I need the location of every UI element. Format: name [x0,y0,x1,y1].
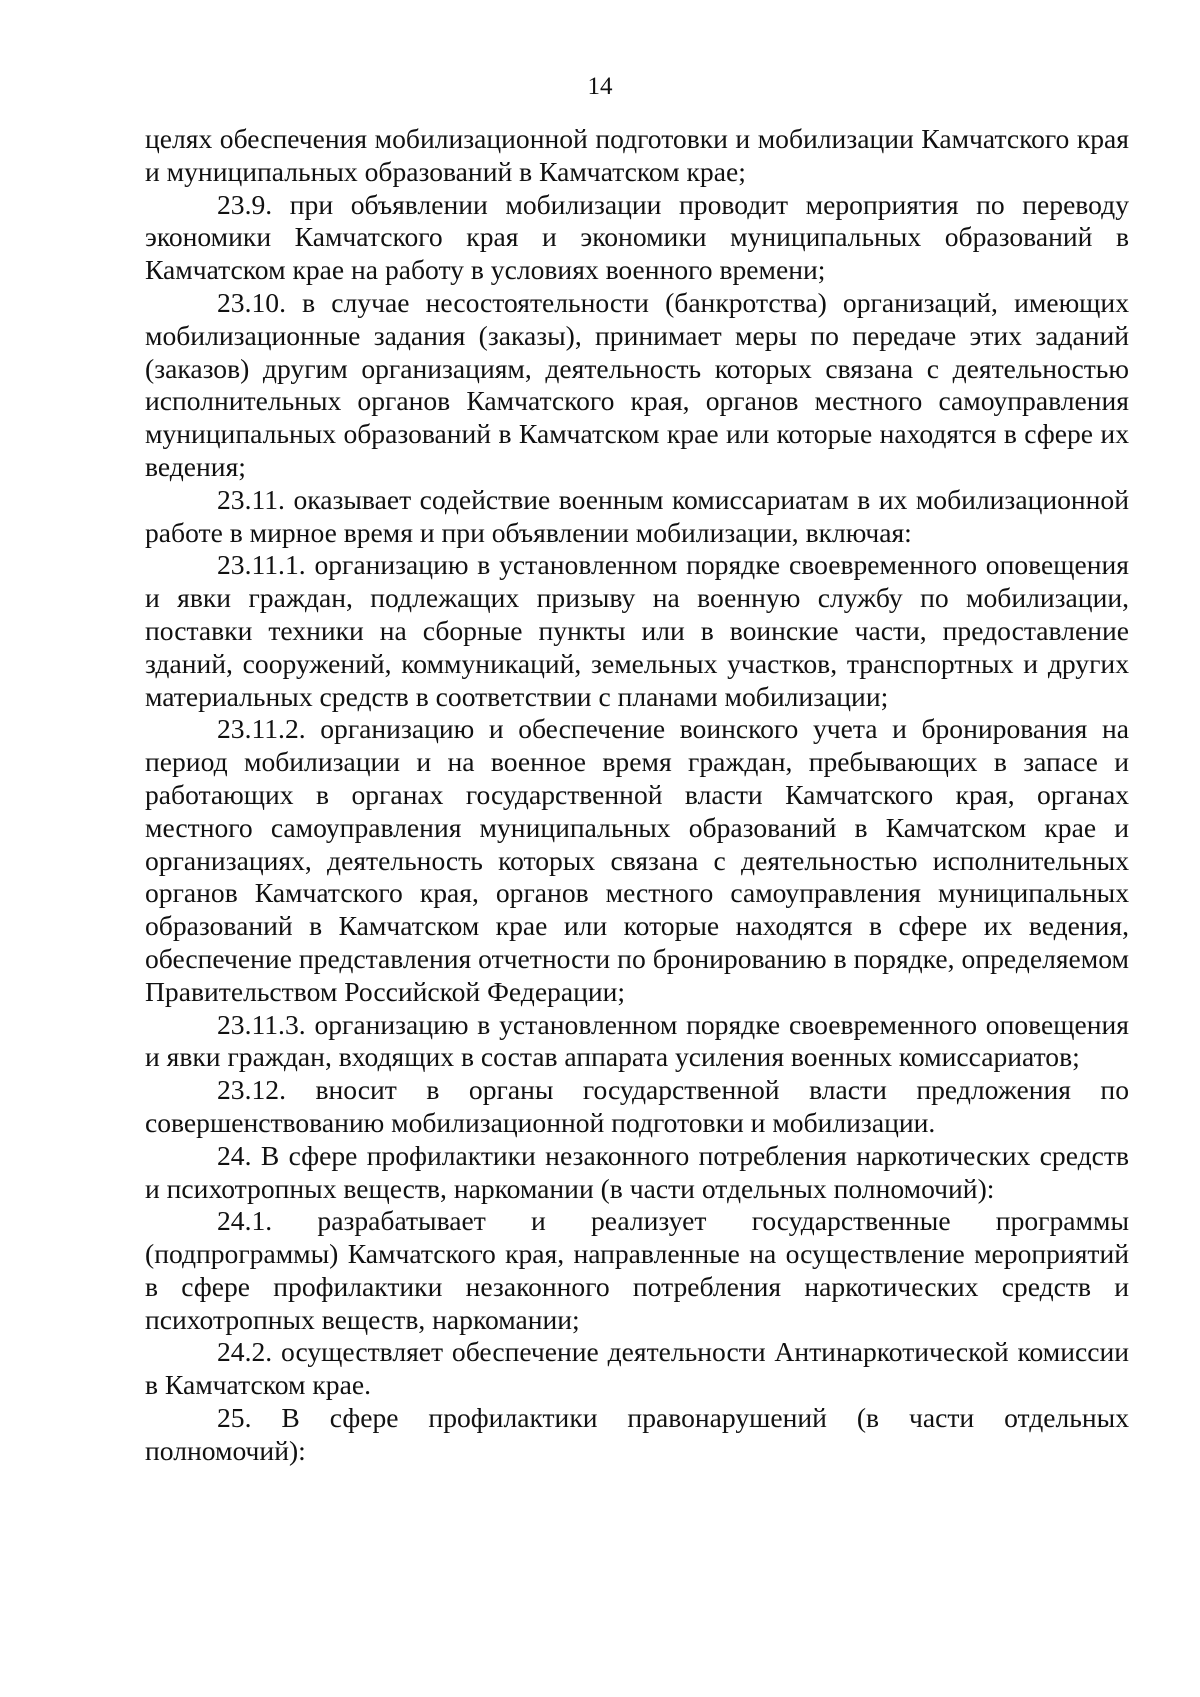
paragraph-24-1: 24.1. разрабатывает и реализует государственные программы (подпрограммы) Камчатского края, направленные на осуществление мероприятий в сфере профилактики незаконного потребления наркотических средств и психотропных веществ, наркомании; [145,1205,1129,1335]
paragraph-24: 24. В сфере профилактики незаконного потребления наркотических средств и психотропных веществ, наркомании (в части отдельных полномочий): [145,1139,1129,1204]
paragraph-24-2: 24.2. осуществляет обеспечение деятельности Антинаркотической комиссии в Камчатском крае. [145,1336,1129,1401]
paragraph-23-10: 23.10. в случае несостоятельности (банкротства) организаций, имеющих мобилизационные задания (заказы), принимает меры по передаче этих заданий (заказов) другим организациям, деятельность которых связана с деятельностью исполнительных органов Камчатского края, органов местного самоуправления муниципальных образований в Камчатском крае или которые находятся в сфере их ведения; [145,286,1129,482]
paragraph-continuation: целях обеспечения мобилизационной подготовки и мобилизации Камчатского края и муниципальных образований в Камчатском крае; [145,123,1129,187]
paragraph-23-11-3: 23.11.3. организацию в установленном порядке своевременного оповещения и явки граждан, входящих в состав аппарата усиления военных комиссариатов; [145,1008,1129,1073]
paragraph-25: 25. В сфере профилактики правонарушений (в части отдельных полномочий): [145,1402,1129,1466]
document-body [145,123,1129,1468]
paragraph-23-11: 23.11. оказывает содействие военным комиссариатам в их мобилизационной работе в мирное время и при объявлении мобилизации, включая: [145,483,1129,548]
paragraph-23-11-1: 23.11.1. организацию в установленном порядке своевременного оповещения и явки граждан, подлежащих призыву на военную службу по мобилизации, поставки техники на сборные пункты или в воинские части, предоставление зданий, сооружений, коммуникаций, земельных участков, транспортных и других материальных средств в соответствии с планами мобилизации; [145,549,1129,712]
paragraph-23-12: 23.12. вносит в органы государственной власти предложения по совершенствованию мобилизационной подготовки и мобилизации. [145,1074,1129,1138]
page-number: 14 [587,73,613,100]
paragraph-23-11-2: 23.11.2. организацию и обеспечение воинского учета и бронирования на период мобилизации и на военное время граждан, пребывающих в запасе и работающих в органах государственной власти Камчатского края, органах местного самоуправления муниципальных образований в Камчатском крае и организациях, деятельность которых связана с деятельностью исполнительных органов Камчатского края, органов местного самоуправления муниципальных образований в Камчатском крае или которые находятся в сфере их ведения, обеспечение представления отчетности по бронированию в порядке, определяемом Правительством Российской Федерации; [145,713,1129,1007]
paragraph-23-9: 23.9. при объявлении мобилизации проводит мероприятия по переводу экономики Камчатского края и экономики муниципальных образований в Камчатском крае на работу в условиях военного времени; [145,188,1129,286]
